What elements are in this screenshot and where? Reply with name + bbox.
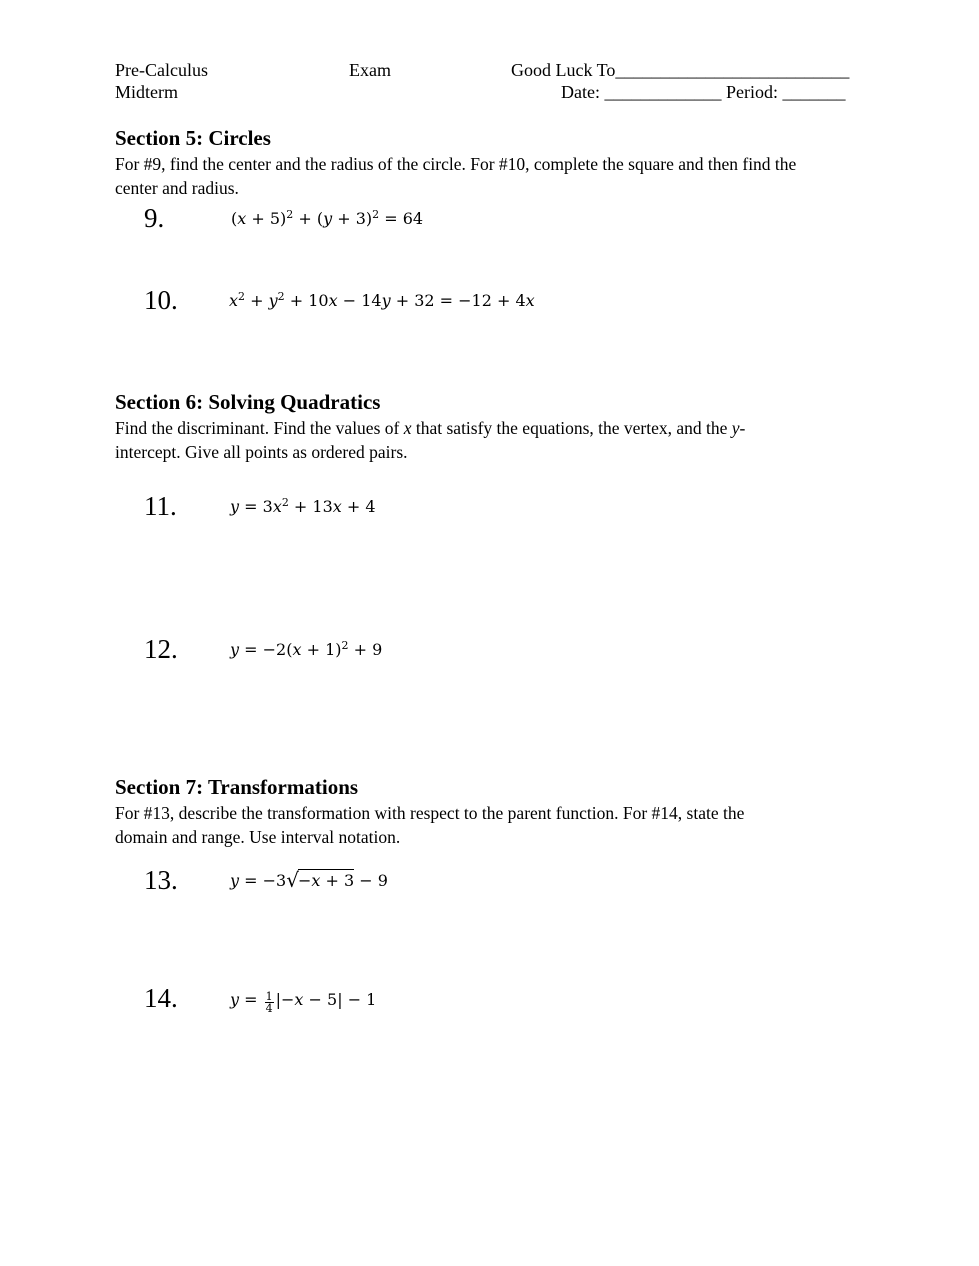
fraction: $\frac{1}{4}$ — [265, 990, 273, 1015]
section-7-instructions-line1: For #13, describe the transformation with respect to the parent function. For #14, state the — [115, 803, 745, 823]
section-5-title: Section 5: Circles — [115, 126, 271, 150]
section-7-instructions — [115, 801, 875, 849]
date-period-line: Date: _____________ Period: _______ — [561, 82, 846, 102]
question-13-equation: y = −3√−x + 3 − 9 — [230, 868, 388, 892]
section-7-instructions-line2: domain and range. Use interval notation. — [115, 827, 401, 847]
question-12-number: 12. — [144, 634, 178, 664]
var-y: y — [731, 418, 740, 438]
exam-label: Exam — [349, 60, 391, 80]
question-10-equation: $x^2 + y^2 + 10x - 14y + 32 = -12 + 4x$ — [229, 290, 535, 310]
section-6-instructions-line2: intercept. Give all points as ordered pairs. — [115, 442, 408, 462]
section-5-instructions-line2: center and radius. — [115, 178, 239, 198]
question-14-equation: y = $\frac{1}{4}$ |−x − 5| − 1 — [230, 990, 377, 1015]
question-9-equation: $(x + 5)^2 + (y + 3)^2 = 64$ — [231, 208, 424, 228]
section-5-instructions — [115, 152, 875, 200]
question-12-equation: $y = -2(x + 1)^2 + 9$ — [230, 639, 383, 659]
section-5-instructions-line1: For #9, find the center and the radius of the circle. For #10, complete the square and then find the — [115, 154, 797, 174]
exam-subtitle: Midterm — [115, 82, 178, 102]
question-13-number: 13. — [144, 865, 178, 895]
question-14-number: 14. — [144, 983, 178, 1013]
course-name: Pre-Calculus — [115, 60, 208, 80]
var-x: x — [403, 418, 412, 438]
square-root: √−x + 3 — [286, 868, 355, 892]
question-9-number: 9. — [144, 203, 165, 233]
section-6-title: Section 6: Solving Quadratics — [115, 390, 381, 414]
section-6-instructions: Find the discriminant. Find the values of x that satisfy the equations, the vertex, and the y- intercept. Give all points as ordered pairs. — [115, 418, 746, 462]
section-7-title: Section 7: Transformations — [115, 775, 359, 799]
name-line: Good Luck To__________________________ — [511, 60, 850, 80]
question-11-number: 11. — [144, 491, 177, 521]
question-11-equation: $y = 3x^2 + 13x + 4$ — [230, 496, 376, 516]
question-10-number: 10. — [144, 285, 178, 315]
